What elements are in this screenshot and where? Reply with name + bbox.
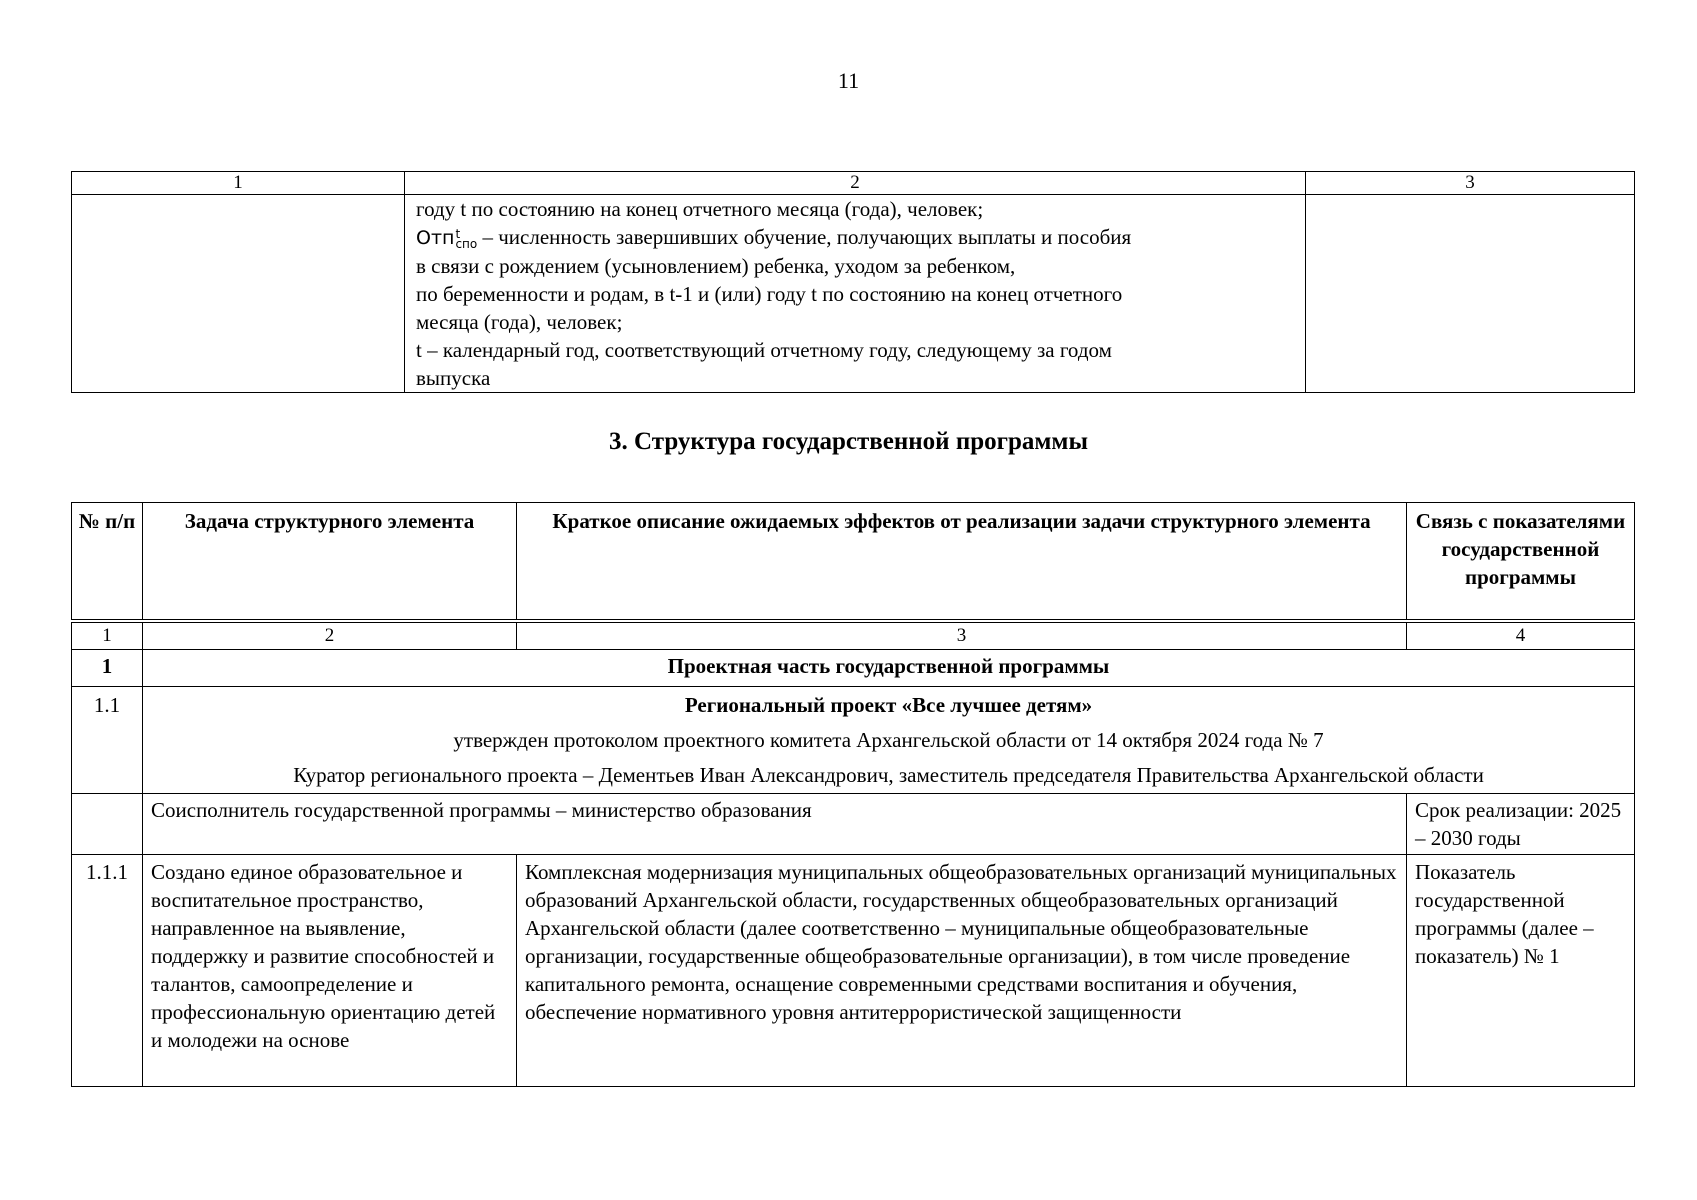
col-number: 2 <box>405 172 1306 195</box>
empty-cell <box>1306 195 1635 393</box>
row-num: 1.1.1 <box>72 855 143 1087</box>
formula-description-cell <box>405 195 1306 393</box>
page-number: 11 <box>837 68 860 93</box>
row-link: Показатель государственной программы (далее – показатель) № 1 <box>1407 855 1635 1087</box>
col-number: 2 <box>143 621 517 650</box>
term-text: Срок реализации: 2025 – 2030 годы <box>1407 794 1635 855</box>
col-number: 3 <box>517 621 1407 650</box>
col-number: 3 <box>1306 172 1635 195</box>
continuation-row <box>72 195 1635 393</box>
text-line: – численность завершивших обучение, получающих выплаты и пособия <box>482 225 1132 249</box>
project-num: 1.1 <box>72 687 143 794</box>
formula-symbol: Отп t спо <box>416 226 478 251</box>
text-line: по беременности и родам, в t-1 и (или) году t по состоянию на конец отчетного <box>416 282 1123 306</box>
header-link: Связь с показателями государственной программы <box>1407 503 1635 622</box>
project-title: Региональный проект «Все лучшее детям» <box>684 693 1093 717</box>
header-num: № п/п <box>72 503 143 622</box>
coexecutor-row <box>72 794 1635 855</box>
column-numbers-row <box>72 621 1635 650</box>
project-row <box>72 687 1635 794</box>
table-row <box>72 855 1635 1087</box>
structure-table <box>71 502 1635 1087</box>
header-effects: Краткое описание ожидаемых эффектов от реализации задачи структурного элемента <box>517 503 1407 622</box>
col-number: 4 <box>1407 621 1635 650</box>
part-num: 1 <box>72 650 143 687</box>
empty-cell <box>72 195 405 393</box>
project-approved: утвержден протоколом проектного комитета Архангельской области от 14 октября 2024 года № 7 <box>453 728 1324 752</box>
formula-line <box>416 223 1299 252</box>
coexecutor-text: Соисполнитель государственной программы – министерство образования <box>143 794 1407 855</box>
project-curator: Куратор регионального проекта – Дементьев Иван Александрович, заместитель председателя Правительства Архангельской области <box>293 763 1484 787</box>
text-line: в связи с рождением (усыновлением) ребенка, уходом за ребенком, <box>416 254 1016 278</box>
continuation-table <box>71 171 1635 393</box>
part-title: Проектная часть государственной программы <box>143 650 1635 687</box>
header-task: Задача структурного элемента <box>143 503 517 622</box>
row-task: Создано единое образовательное и воспитательное пространство, направленное на выявление, поддержку и развитие способностей и талантов, самоопределение и профессиональную ориентацию детей и молодежи на основе <box>143 855 517 1087</box>
text-line: выпуска <box>416 366 491 390</box>
col-number: 1 <box>72 172 405 195</box>
continuation-column-numbers <box>72 172 1635 195</box>
section-title: 3. Структура государственной программы <box>609 428 1088 455</box>
text-line: t – календарный год, соответствующий отчетному году, следующему за годом <box>416 338 1112 362</box>
text-line: году t по состоянию на конец отчетного месяца (года), человек; <box>416 197 984 221</box>
header-row <box>72 503 1635 622</box>
col-number: 1 <box>72 621 143 650</box>
row-effects: Комплексная модернизация муниципальных общеобразовательных организаций муниципальных образований Архангельской области, государственных общеобразовательных организаций Архангельской области (далее соответственно – муниципальные общеобразовательные организации, государственные общеобразовательные организации), в том числе проведение капитального ремонта, оснащение современными средствами воспитания и обучения, обеспечение нормативного уровня антитеррористической защищенности <box>517 855 1407 1087</box>
text-line: месяца (года), человек; <box>416 310 623 334</box>
part-row <box>72 650 1635 687</box>
project-info <box>143 687 1635 794</box>
empty-cell <box>72 794 143 855</box>
